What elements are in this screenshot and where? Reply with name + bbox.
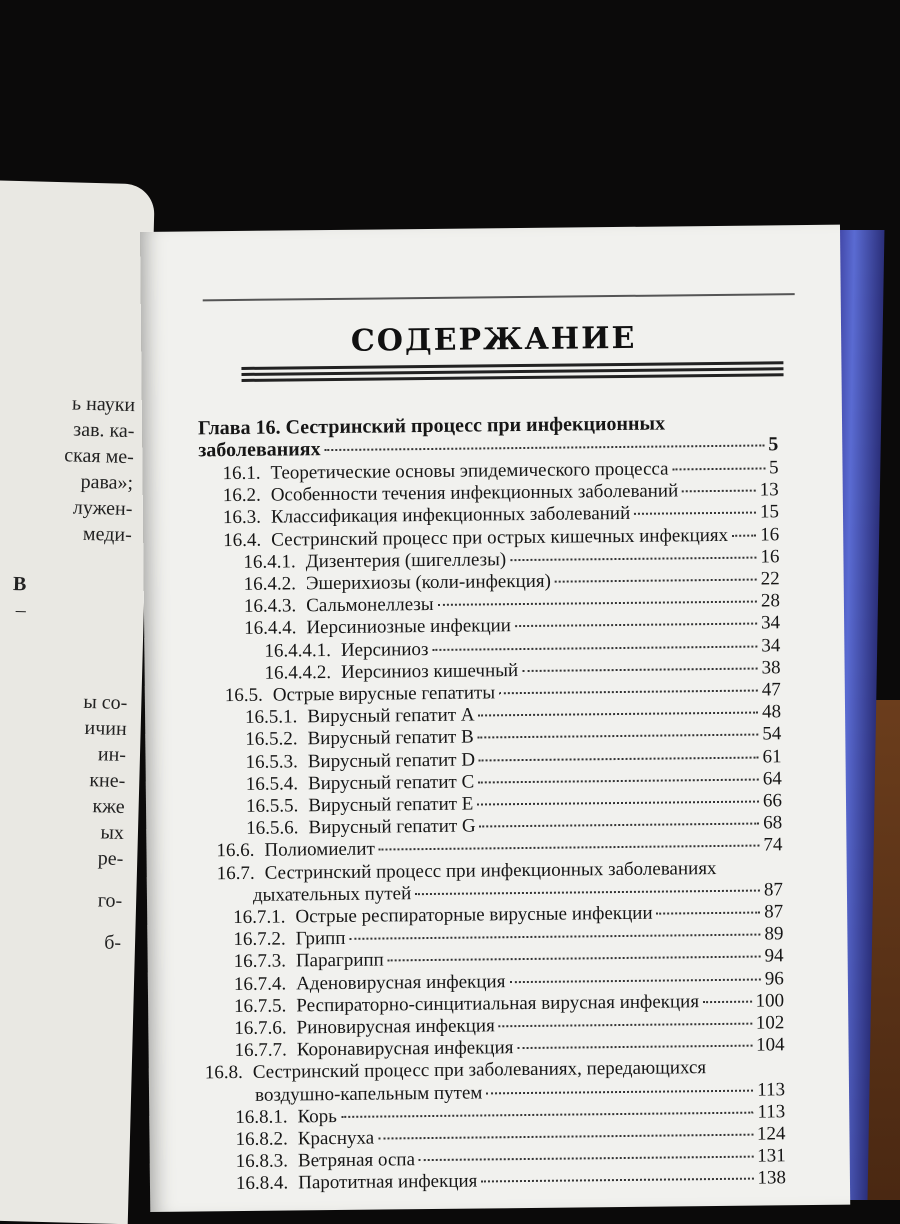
toc-entry-number: 16.8.3. [235, 1150, 289, 1173]
toc-entry-page: 28 [760, 590, 781, 612]
toc-entry-page: 66 [762, 790, 783, 812]
toc-entry-title: Аденовирусная инфекция [296, 970, 506, 994]
page-title: СОДЕРЖАНИЕ [350, 320, 637, 359]
leader-dots [509, 978, 760, 983]
toc-entry-title: Дизентерия (шигеллезы) [305, 548, 507, 573]
leader-dots [486, 1089, 753, 1094]
toc-entry-page: 47 [761, 679, 781, 701]
leader-dots [499, 690, 758, 695]
toc-entry-title: Классификация инфекционных заболеваний [270, 503, 631, 529]
toc-entry-page: 74 [763, 834, 783, 856]
header-rule [203, 293, 795, 301]
left-page-line: ь науки [71, 392, 136, 417]
toc-entry-page: 138 [757, 1167, 787, 1189]
leader-dots [478, 734, 759, 739]
toc-entry-page: 68 [763, 812, 783, 834]
leader-dots [478, 778, 759, 783]
chapter-page: 5 [768, 433, 779, 456]
toc-entry-page: 34 [761, 634, 781, 657]
leader-dots [682, 490, 756, 493]
toc-entry-page: 5 [768, 457, 779, 479]
toc-entry-title: Коронавирусная инфекция [296, 1037, 514, 1061]
leader-dots [510, 556, 756, 561]
toc-entry-number: 16.5. [224, 684, 263, 707]
toc-entry-page: 94 [764, 945, 784, 967]
toc-entry-number: 16.7. [216, 862, 255, 884]
toc-entry-number: 16.1. [222, 462, 261, 485]
toc-entry-title: Эшерихиозы (коли-инфекция) [305, 570, 552, 595]
left-page-line: лужен- [72, 496, 133, 521]
leader-dots [703, 1000, 752, 1003]
toc-entry-page: 16 [760, 546, 780, 568]
left-page-line: меди- [82, 522, 133, 547]
toc-entry-page: 48 [761, 701, 782, 723]
toc-entry-title: Вирусный гепатит В [307, 726, 474, 750]
left-page-line: – [15, 599, 27, 622]
leader-dots [477, 801, 759, 806]
toc-entry-page: 113 [757, 1078, 786, 1101]
toc-entry-title: Сальмонеллезы [306, 594, 434, 617]
toc-entry-number: 16.7.2. [233, 928, 286, 951]
toc-entry-title: Парагрипп [295, 949, 384, 972]
toc-entry-page: 15 [759, 501, 780, 523]
leader-dots [479, 756, 759, 761]
toc-entry-title: Иерсиниоз кишечный [341, 659, 519, 683]
toc-entry-number: 16.5.2. [245, 728, 298, 751]
toc-entry-title: Иерсиниоз [340, 638, 429, 661]
left-page-line: зав. ка- [73, 418, 135, 443]
leader-dots [657, 912, 761, 915]
toc-entry-number: 16.7.4. [233, 973, 287, 995]
toc-entry-page: 104 [755, 1034, 785, 1056]
leader-dots [432, 645, 757, 650]
toc-entry-number: 16.4.4.1. [264, 639, 331, 662]
toc-entry-page: 113 [757, 1101, 786, 1123]
toc-entry-title: Грипп [295, 928, 346, 950]
left-page [0, 180, 155, 1224]
toc-entry-number: 16.7.1. [233, 906, 286, 929]
toc-entry-page: 16 [760, 523, 780, 546]
leader-dots [479, 712, 759, 717]
toc-entry-number: 16.8. [204, 1062, 243, 1084]
left-page-line: ская ме- [63, 444, 135, 469]
toc-entry-title: Сестринский процесс при заболеваниях, передающихся [252, 1057, 707, 1084]
toc-entry-number: 16.5.6. [246, 817, 299, 840]
toc-entry-number: 16.4. [223, 529, 262, 551]
toc-entry-page: 100 [755, 990, 785, 1012]
left-page-line: б- [103, 931, 122, 954]
toc-entry-page: 89 [764, 923, 784, 945]
toc-entry-title: Сестринский процесс при острых кишечных инфекциях [271, 524, 729, 551]
toc-entry-title: Паротитная инфекция [298, 1170, 478, 1194]
leader-dots [634, 512, 756, 515]
toc-entry-number: 16.6. [216, 840, 255, 862]
toc-entry-number: 16.7.7. [234, 1039, 287, 1062]
toc-entry-page: 13 [759, 479, 779, 501]
leader-dots [480, 823, 760, 828]
toc-entry-title: Острые вирусные гепатиты [272, 682, 496, 706]
leader-dots [388, 956, 761, 962]
toc-entry-title: Риновирусная инфекция [296, 1015, 495, 1039]
leader-dots [555, 579, 757, 583]
left-page-line: рава»; [80, 470, 134, 495]
leader-dots [419, 1156, 753, 1162]
toc-entry-number: 16.3. [222, 507, 262, 529]
toc-entry-number: 16.4.4.2. [264, 661, 332, 684]
toc-entry-number: 16.4.4. [244, 617, 297, 640]
toc-entry-number: 16.8.1. [235, 1106, 288, 1128]
leader-dots [415, 889, 760, 895]
toc-entry-title: Вирусный гепатит D [307, 749, 476, 772]
leader-dots [499, 1023, 752, 1028]
toc-entry-number: 16.4.2. [243, 573, 297, 595]
toc-entry-number: 16.5.5. [245, 795, 299, 817]
toc-entry-title: Теоретические основы эпидемического процесса [270, 458, 669, 484]
toc-entry-title: Вирусный гепатит G [308, 815, 476, 839]
chapter-title-line1: Глава 16. Сестринский процесс при инфекционных [197, 412, 666, 440]
left-page-line: кне- [89, 769, 126, 793]
leader-dots [379, 845, 760, 851]
toc-entry-page: 38 [761, 657, 781, 679]
toc-entry-title: Корь [297, 1105, 338, 1128]
toc-entry-page: 87 [764, 901, 784, 923]
toc-entry-title: Ветряная оспа [297, 1149, 416, 1172]
toc-entry-title: Вирусный гепатит Е [308, 793, 474, 817]
toc-entry-number: 16.8.2. [235, 1128, 288, 1151]
leader-dots [522, 667, 758, 671]
left-page-line: ых [100, 821, 125, 844]
left-page-line: ичин [84, 716, 127, 741]
toc-entry-page: 34 [761, 612, 781, 634]
toc-entry-title: воздушно-капельным путем [254, 1082, 483, 1106]
toc-entry-number: 16.4.1. [243, 551, 296, 573]
toc-entry-title: Острые респираторные вирусные инфекции [295, 902, 653, 928]
toc-entry-number: 16.5.3. [245, 750, 298, 773]
right-page [140, 225, 850, 1212]
toc-entry-title: Особенности течения инфекционных заболеваний [270, 480, 679, 506]
toc-entry-title: Иерсиниозные инфекции [306, 615, 512, 639]
leader-dots [349, 934, 760, 940]
leader-dots [438, 601, 757, 606]
toc-entry-number: 16.7.6. [234, 1017, 287, 1040]
left-page-line: В [12, 573, 27, 596]
left-page-line: ин- [97, 743, 127, 767]
left-page-line: ы со- [83, 690, 128, 715]
toc-entry-title: Краснуха [297, 1127, 375, 1150]
toc-entry-page: 102 [755, 1012, 785, 1034]
toc-entry-number: 16.5.4. [245, 773, 299, 795]
leader-dots [517, 1045, 752, 1049]
left-page-line: го- [97, 889, 123, 912]
leader-dots [325, 444, 765, 451]
toc-entry-number: 16.5.1. [244, 706, 298, 729]
leader-dots [673, 467, 765, 470]
toc-entry-number: 16.8.4. [235, 1172, 289, 1195]
toc-entry-number: 16.7.3. [233, 950, 287, 973]
leader-dots [378, 1134, 753, 1140]
toc-entry-title: Респираторно-синцитиальная вирусная инфекция [296, 990, 700, 1017]
left-page-line: ре- [97, 847, 124, 870]
toc-entry-title: Сестринский процесс при инфекционных заболеваниях [264, 857, 717, 884]
toc-entry-number: 16.2. [222, 484, 261, 507]
leader-dots [515, 623, 757, 628]
toc-entry-title: дыхательных путей [252, 882, 412, 906]
toc-entry-number: 16.4.3. [243, 595, 297, 618]
toc-entry-number: 16.7.5. [234, 995, 287, 1017]
toc-entry-page: 96 [764, 967, 784, 990]
toc-entry-page: 54 [762, 723, 782, 745]
leader-dots [732, 534, 756, 536]
leader-dots [341, 1111, 754, 1117]
toc-entry-page: 87 [763, 879, 784, 901]
toc-entry-page: 131 [757, 1145, 786, 1167]
toc-entry-page: 64 [762, 768, 782, 790]
toc-entry-page: 22 [760, 568, 780, 590]
toc-entry [236, 1168, 786, 1196]
toc-entry-title: Вирусный гепатит С [307, 771, 475, 795]
toc-entry-page: 61 [762, 745, 782, 768]
leader-dots [481, 1178, 753, 1183]
toc-entry-title: Полиомиелит [264, 838, 375, 862]
left-page-line: кже [92, 795, 125, 818]
chapter-title-line2: заболеваниях [198, 438, 321, 462]
toc-entry-page: 124 [756, 1123, 786, 1145]
toc-entry-title: Вирусный гепатит А [307, 704, 475, 728]
